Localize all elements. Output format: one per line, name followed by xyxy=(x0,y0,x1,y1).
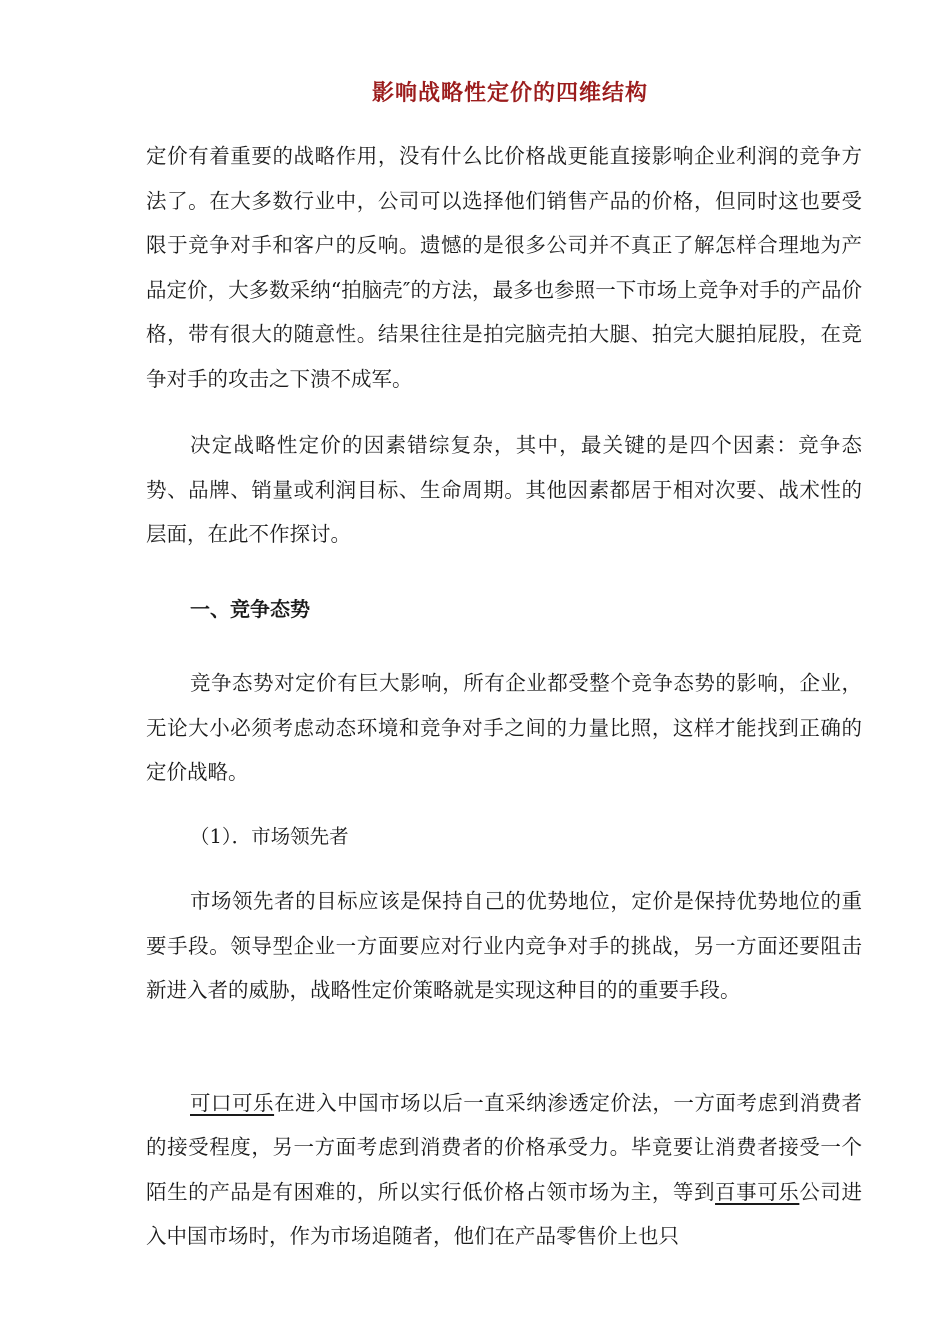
paragraph-factors: 决定战略性定价的因素错综复杂，其中，最关键的是四个因素：竞争态势、品牌、销量或利润目标、生命周期。其他因素都居于相对次要、战术性的层面，在此不作探讨。 xyxy=(146,433,862,546)
paragraph-leader: 市场领先者的目标应该是保持自己的优势地位，定价是保持优势地位的重要手段。领导型企业一方面要应对行业内竞争对手的挑战，另一方面还要阻击新进入者的威胁，战略性定价策略就是实现这种目的的重要手段。 xyxy=(146,889,862,1002)
paragraph-coca-cola-text-2: 公司进入中国市场时，作为市场追随者，他们在产品零售价上也只 xyxy=(146,1179,863,1248)
document-body xyxy=(146,134,862,1259)
link-pepsi[interactable]: 百事可乐 xyxy=(715,1179,800,1204)
paragraph-coca-cola xyxy=(146,1081,862,1259)
paragraph-coca-cola-text-1: 在进入中国市场以后一直采纳渗透定价法，一方面考虑到消费者的接受程度，另一方面考虑到消费者的价格承受力。毕竟要让消费者接受一个陌生的产品是有困难的，所以实行低价格占领市场为主，等到 xyxy=(146,1090,863,1204)
document-title: 影响战略性定价的四维结构 xyxy=(371,81,648,106)
subsection-heading-leader: （1）．市场领先者 xyxy=(190,824,349,848)
link-coca-cola[interactable]: 可口可乐 xyxy=(190,1090,275,1115)
paragraph-competition: 竞争态势对定价有巨大影响，所有企业都受整个竞争态势的影响，企业，无论大小必须考虑动态环境和竞争对手之间的力量比照，这样才能找到正确的定价战略。 xyxy=(146,671,862,784)
paragraph-intro: 定价有着重要的战略作用，没有什么比价格战更能直接影响企业利润的竞争方法了。在大多数行业中，公司可以选择他们销售产品的价格，但同时这也要受限于竞争对手和客户的反响。遗憾的是很多公司并不真正了解怎样合理地为产品定价，大多数采纳“拍脑壳″的方法，最多也参照一下市场上竞争对手的产品价格，带有很大的随意性。结果往往是拍完脑壳拍大腿、拍完大腿拍屁股，在竞争对手的攻击之下溃不成军。 xyxy=(146,144,862,391)
section-heading-competition: 一、竞争态势 xyxy=(190,596,310,621)
